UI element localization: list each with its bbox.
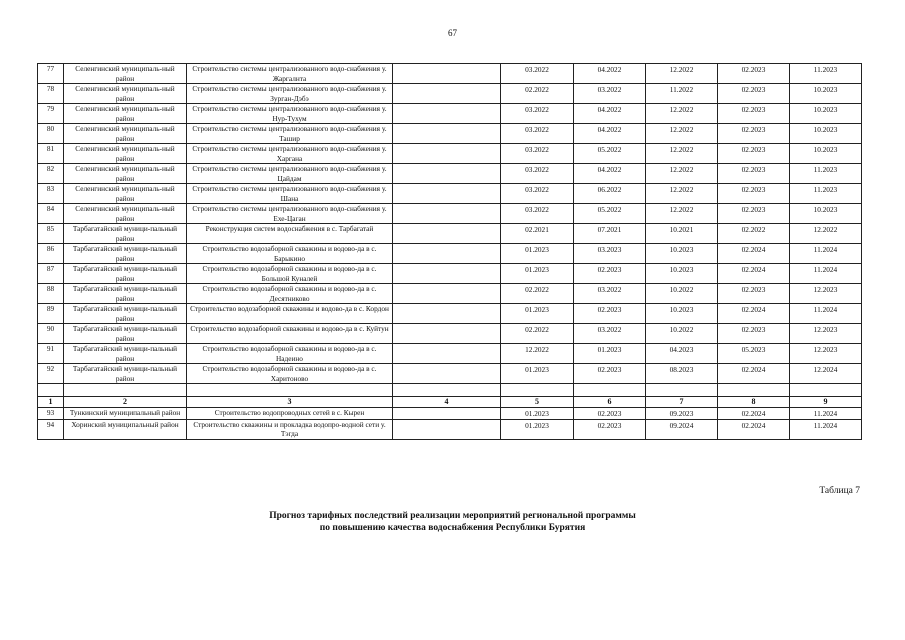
column-number: 7: [646, 397, 718, 408]
date-cell: 02.2023: [718, 184, 790, 204]
date-cell: 02.2023: [574, 408, 646, 420]
date-cell: 06.2022: [574, 184, 646, 204]
date-cell: 03.2022: [501, 64, 574, 84]
date-cell: 12.2023: [790, 344, 862, 364]
date-cell: 10.2023: [646, 244, 718, 264]
row-number-cell: 83: [38, 184, 64, 204]
date-cell: 04.2022: [574, 104, 646, 124]
date-cell: 02.2023: [574, 419, 646, 439]
column-number: 9: [790, 397, 862, 408]
table-row: [38, 284, 862, 304]
date-cell: 04.2022: [574, 64, 646, 84]
column-number: 1: [38, 397, 64, 408]
date-cell: 01.2023: [574, 344, 646, 364]
project-cell: Строительство водозаборной скважины и водово-да в с. Большой Куналей: [187, 264, 393, 284]
project-cell: Строительство системы централизованного водо-снабжения у. Жаргалнта: [187, 64, 393, 84]
date-cell: 01.2023: [501, 408, 574, 420]
date-cell: 03.2022: [574, 284, 646, 304]
district-cell: Тункинский муниципальный район: [64, 408, 187, 420]
district-cell: Тарбагатайский муници-пальный район: [64, 284, 187, 304]
district-cell: Селенгинский муниципаль-ный район: [64, 204, 187, 224]
column-number: 4: [393, 397, 501, 408]
date-cell: 03.2022: [501, 104, 574, 124]
date-cell: 12.2022: [646, 144, 718, 164]
date-cell: 12.2022: [646, 184, 718, 204]
table-row: [38, 408, 862, 420]
empty-cell: [393, 284, 501, 304]
row-number-cell: 84: [38, 204, 64, 224]
empty-cell: [393, 304, 501, 324]
project-cell: Строительство водозаборной скважины и водово-да в с. Куйтун: [187, 324, 393, 344]
date-cell: 02.2022: [501, 84, 574, 104]
row-number-cell: 89: [38, 304, 64, 324]
date-cell: 02.2023: [718, 144, 790, 164]
table-row: [38, 144, 862, 164]
empty-cell: [393, 344, 501, 364]
date-cell: 01.2023: [501, 419, 574, 439]
date-cell: 10.2023: [646, 304, 718, 324]
project-cell: Строительство системы централизованного водо-снабжения у. Нур-Тухум: [187, 104, 393, 124]
date-cell: 02.2024: [718, 364, 790, 384]
caption-line: по повышению качества водоснабжения Республики Бурятия: [319, 523, 586, 533]
empty-cell: [393, 324, 501, 344]
empty-cell: [393, 104, 501, 124]
table-row: [38, 344, 862, 364]
date-cell: 11.2024: [790, 244, 862, 264]
date-cell: 02.2023: [718, 164, 790, 184]
district-cell: Тарбагатайский муници-пальный район: [64, 244, 187, 264]
date-cell: 05.2023: [718, 344, 790, 364]
date-cell: 03.2022: [501, 204, 574, 224]
project-cell: Строительство водозаборной скважины и водово-да в с. Десятниково: [187, 284, 393, 304]
project-cell: Строительство системы централизованного водо-снабжения у. Харгана: [187, 144, 393, 164]
date-cell: 11.2023: [790, 184, 862, 204]
table-row: [38, 224, 862, 244]
caption-line: Прогноз тарифных последствий реализации мероприятий региональной программы: [269, 511, 636, 521]
projects-table: [37, 63, 862, 440]
row-number-cell: 93: [38, 408, 64, 420]
project-cell: Строительство водозаборной скважины и водово-да в с. Харитоново: [187, 364, 393, 384]
date-cell: 02.2023: [718, 124, 790, 144]
table-row: [38, 124, 862, 144]
row-number-cell: 91: [38, 344, 64, 364]
date-cell: 10.2022: [646, 324, 718, 344]
page-number: 67: [448, 28, 457, 38]
table-label: Таблица 7: [819, 486, 860, 496]
date-cell: 11.2024: [790, 419, 862, 439]
project-cell: Строительство водопроводных сетей в с. Кырен: [187, 408, 393, 420]
district-cell: Тарбагатайский муници-пальный район: [64, 364, 187, 384]
date-cell: 12.2023: [790, 284, 862, 304]
project-cell: Строительство водозаборной скважины и водово-да в с. Кордон: [187, 304, 393, 324]
row-number-cell: 82: [38, 164, 64, 184]
date-cell: 03.2022: [501, 164, 574, 184]
row-number-cell: 90: [38, 324, 64, 344]
row-number-cell: 78: [38, 84, 64, 104]
date-cell: 02.2022: [501, 324, 574, 344]
date-cell: 10.2023: [790, 144, 862, 164]
project-cell: Строительство системы централизованного водо-снабжения у. Ехе-Цаган: [187, 204, 393, 224]
date-cell: 02.2023: [574, 304, 646, 324]
date-cell: 12.2022: [646, 104, 718, 124]
date-cell: 02.2023: [718, 204, 790, 224]
date-cell: 03.2022: [501, 144, 574, 164]
date-cell: 04.2022: [574, 164, 646, 184]
empty-cell: [393, 124, 501, 144]
district-cell: Селенгинский муниципаль-ный район: [64, 184, 187, 204]
column-number: 8: [718, 397, 790, 408]
date-cell: 12.2022: [790, 224, 862, 244]
date-cell: 02.2023: [718, 284, 790, 304]
row-number-cell: 77: [38, 64, 64, 84]
date-cell: 02.2023: [718, 84, 790, 104]
district-cell: Селенгинский муниципаль-ный район: [64, 164, 187, 184]
project-cell: Строительство скважины и прокладка водопро-водной сети у. Тэгда: [187, 419, 393, 439]
date-cell: 02.2021: [501, 224, 574, 244]
date-cell: 09.2024: [646, 419, 718, 439]
date-cell: 10.2022: [646, 284, 718, 304]
date-cell: 01.2023: [501, 364, 574, 384]
date-cell: 12.2022: [646, 124, 718, 144]
empty-cell: [393, 364, 501, 384]
date-cell: 02.2023: [574, 364, 646, 384]
district-cell: Тарбагатайский муници-пальный район: [64, 224, 187, 244]
district-cell: Тарбагатайский муници-пальный район: [64, 344, 187, 364]
row-number-cell: 79: [38, 104, 64, 124]
date-cell: 02.2024: [718, 408, 790, 420]
empty-cell: [393, 144, 501, 164]
date-cell: 02.2024: [718, 264, 790, 284]
column-number-row: [38, 397, 862, 408]
row-number-cell: 94: [38, 419, 64, 439]
date-cell: 02.2023: [574, 264, 646, 284]
table-row: [38, 304, 862, 324]
date-cell: 10.2023: [790, 84, 862, 104]
row-number-cell: 88: [38, 284, 64, 304]
date-cell: 05.2022: [574, 204, 646, 224]
date-cell: 01.2023: [501, 244, 574, 264]
table-caption: [0, 510, 905, 534]
date-cell: 12.2022: [501, 344, 574, 364]
table-body-bottom: [38, 408, 862, 440]
date-cell: 11.2023: [790, 64, 862, 84]
empty-cell: [393, 84, 501, 104]
date-cell: 10.2023: [646, 264, 718, 284]
date-cell: 03.2022: [574, 84, 646, 104]
row-number-cell: 80: [38, 124, 64, 144]
table-row: [38, 324, 862, 344]
date-cell: 02.2023: [718, 324, 790, 344]
date-cell: 10.2023: [790, 124, 862, 144]
table-row: [38, 164, 862, 184]
project-cell: Реконструкция систем водоснабжения в с. Тарбагатай: [187, 224, 393, 244]
district-cell: Селенгинский муниципаль-ный район: [64, 84, 187, 104]
empty-cell: [393, 408, 501, 420]
empty-cell: [393, 264, 501, 284]
date-cell: 10.2023: [790, 204, 862, 224]
date-cell: 04.2022: [574, 124, 646, 144]
date-cell: 05.2022: [574, 144, 646, 164]
date-cell: 04.2023: [646, 344, 718, 364]
row-number-cell: 81: [38, 144, 64, 164]
row-number-cell: 86: [38, 244, 64, 264]
project-cell: Строительство системы централизованного водо-снабжения у. Цайдам: [187, 164, 393, 184]
spacer-row: [38, 384, 862, 397]
project-cell: Строительство водозаборной скважины и водово-да в с. Барыкино: [187, 244, 393, 264]
empty-cell: [393, 184, 501, 204]
district-cell: Селенгинский муниципаль-ный район: [64, 104, 187, 124]
date-cell: 12.2023: [790, 324, 862, 344]
project-cell: Строительство водозаборной скважины и водово-да в с. Надеино: [187, 344, 393, 364]
column-number: 5: [501, 397, 574, 408]
date-cell: 10.2021: [646, 224, 718, 244]
date-cell: 03.2023: [574, 244, 646, 264]
table-row: [38, 184, 862, 204]
column-number: 2: [64, 397, 187, 408]
table-row: [38, 104, 862, 124]
district-cell: Селенгинский муниципаль-ный район: [64, 144, 187, 164]
date-cell: 07.2021: [574, 224, 646, 244]
table-row: [38, 364, 862, 384]
table-body-top: [38, 64, 862, 384]
date-cell: 11.2024: [790, 408, 862, 420]
empty-cell: [393, 244, 501, 264]
date-cell: 11.2023: [790, 164, 862, 184]
date-cell: 12.2022: [646, 64, 718, 84]
empty-cell: [393, 204, 501, 224]
empty-cell: [393, 164, 501, 184]
date-cell: 11.2024: [790, 304, 862, 324]
column-number: 6: [574, 397, 646, 408]
date-cell: 10.2023: [790, 104, 862, 124]
table-row: [38, 64, 862, 84]
table-row: [38, 84, 862, 104]
date-cell: 02.2023: [718, 104, 790, 124]
table-row: [38, 419, 862, 439]
date-cell: 12.2022: [646, 204, 718, 224]
column-number: 3: [187, 397, 393, 408]
date-cell: 02.2024: [718, 244, 790, 264]
date-cell: 12.2022: [646, 164, 718, 184]
date-cell: 02.2024: [718, 304, 790, 324]
date-cell: 09.2023: [646, 408, 718, 420]
district-cell: Тарбагатайский муници-пальный район: [64, 264, 187, 284]
date-cell: 02.2022: [718, 224, 790, 244]
project-cell: Строительство системы централизованного водо-снабжения у. Зурган-Дэбэ: [187, 84, 393, 104]
row-number-cell: 85: [38, 224, 64, 244]
date-cell: 11.2024: [790, 264, 862, 284]
district-cell: Селенгинский муниципаль-ный район: [64, 64, 187, 84]
district-cell: Хоринский муниципальный район: [64, 419, 187, 439]
district-cell: Тарбагатайский муници-пальный район: [64, 324, 187, 344]
project-cell: Строительство системы централизованного водо-снабжения у. Ташир: [187, 124, 393, 144]
date-cell: 02.2024: [718, 419, 790, 439]
date-cell: 02.2023: [718, 64, 790, 84]
date-cell: 03.2022: [501, 124, 574, 144]
date-cell: 02.2022: [501, 284, 574, 304]
empty-cell: [393, 419, 501, 439]
empty-cell: [393, 64, 501, 84]
date-cell: 03.2022: [501, 184, 574, 204]
date-cell: 08.2023: [646, 364, 718, 384]
row-number-cell: 92: [38, 364, 64, 384]
date-cell: 03.2022: [574, 324, 646, 344]
date-cell: 12.2024: [790, 364, 862, 384]
table-row: [38, 244, 862, 264]
project-cell: Строительство системы централизованного водо-снабжения у. Шана: [187, 184, 393, 204]
row-number-cell: 87: [38, 264, 64, 284]
date-cell: 11.2022: [646, 84, 718, 104]
district-cell: Селенгинский муниципаль-ный район: [64, 124, 187, 144]
table-row: [38, 264, 862, 284]
date-cell: 01.2023: [501, 304, 574, 324]
empty-cell: [393, 224, 501, 244]
table-header-numbers: [38, 384, 862, 408]
date-cell: 01.2023: [501, 264, 574, 284]
district-cell: Тарбагатайский муници-пальный район: [64, 304, 187, 324]
table-row: [38, 204, 862, 224]
